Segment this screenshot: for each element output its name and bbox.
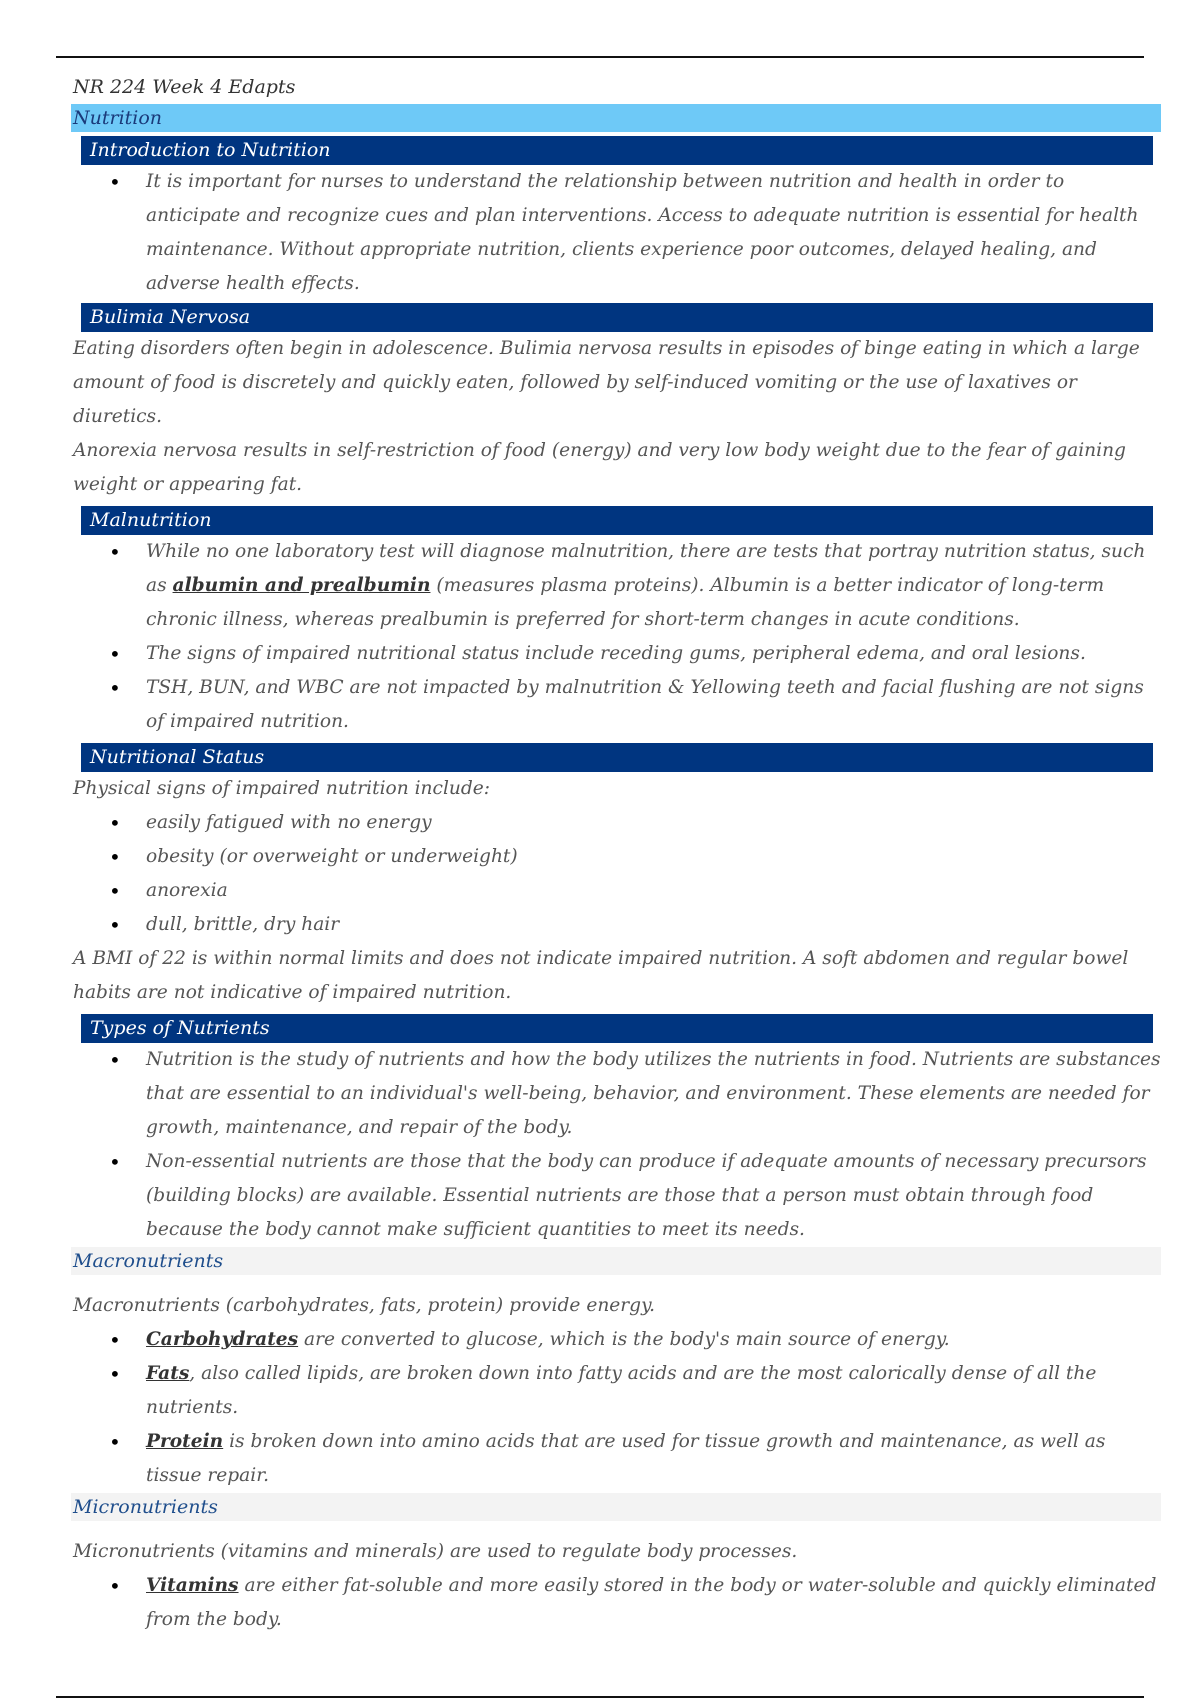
protein-term: Protein bbox=[146, 1431, 224, 1452]
status-item: anorexia bbox=[146, 880, 228, 901]
list-item bbox=[73, 637, 1161, 671]
bullet-icon: • bbox=[109, 1574, 121, 1598]
list-item bbox=[73, 1357, 1161, 1425]
fats-text: , also called lipids, are broken down into fatty acids and are the most calorically dense of all the nutrients. bbox=[146, 1363, 1097, 1418]
heading-macronutrients: Macronutrients bbox=[71, 1247, 1161, 1275]
spacer bbox=[73, 1521, 1161, 1535]
list-item bbox=[73, 1043, 1161, 1145]
vitamins-term: Vitamins bbox=[146, 1575, 239, 1596]
status-item: dull, brittle, dry hair bbox=[146, 914, 340, 935]
bullet-icon: • bbox=[109, 1048, 121, 1072]
heading-nutritional-status: Nutritional Status bbox=[81, 743, 1153, 772]
list-item bbox=[73, 165, 1161, 301]
carbohydrates-text: are converted to glucose, which is the body's main source of energy. bbox=[298, 1329, 950, 1350]
heading-introduction: Introduction to Nutrition bbox=[81, 136, 1153, 165]
intro-list bbox=[73, 165, 1161, 301]
list-item bbox=[73, 806, 1161, 840]
bullet-icon: • bbox=[109, 845, 121, 869]
list-item bbox=[73, 671, 1161, 739]
list-item bbox=[73, 535, 1161, 637]
list-item bbox=[73, 874, 1161, 908]
bullet-icon: • bbox=[109, 913, 121, 937]
malnutrition-bullet-3: TSH, BUN, and WBC are not impacted by malnutrition & Yellowing teeth and facial flushing are not signs of impaired nutrition. bbox=[146, 677, 1144, 732]
status-list bbox=[73, 806, 1161, 942]
status-intro: Physical signs of impaired nutrition include: bbox=[73, 778, 491, 799]
protein-text: is broken down into amino acids that are used for tissue growth and maintenance, as well as tissue repair. bbox=[146, 1431, 1106, 1486]
heading-micronutrients: Micronutrients bbox=[71, 1493, 1161, 1521]
bullet-icon: • bbox=[109, 1362, 121, 1386]
top-rule bbox=[56, 56, 1144, 58]
bullet-icon: • bbox=[109, 1150, 121, 1174]
anorexia-paragraph: Anorexia nervosa results in self-restriction of food (energy) and very low body weight due to the fear of gaining weight or appearing fat. bbox=[73, 440, 1126, 495]
carbohydrates-term: Carbohydrates bbox=[146, 1329, 299, 1350]
bullet-icon: • bbox=[109, 540, 121, 564]
status-item: obesity (or overweight or underweight) bbox=[146, 846, 518, 867]
intro-bullet-text: It is important for nurses to understand the relationship between nutrition and health in order to anticipate and recognize cues and plan interventions. Access to adequate nutrition is essential for health maintenance. Without appropriate nutrition, clients experience poor outcomes, delayed healing, and adverse health effects. bbox=[146, 171, 1139, 294]
bulimia-paragraph: Eating disorders often begin in adolescence. Bulimia nervosa results in episodes of binge eating in which a large amount of food is discretely and quickly eaten, followed by self-induced vomiting or the use of laxatives or diuretics. bbox=[73, 338, 1140, 427]
bullet-icon: • bbox=[109, 1430, 121, 1454]
heading-bulimia-nervosa: Bulimia Nervosa bbox=[81, 303, 1153, 332]
section-band-nutrition: Nutrition bbox=[71, 104, 1161, 132]
bullet-icon: • bbox=[109, 642, 121, 666]
document-title: NR 224 Week 4 Edapts bbox=[73, 76, 296, 98]
status-item: easily fatigued with no energy bbox=[146, 812, 432, 833]
bmi-paragraph: A BMI of 22 is within normal limits and does not indicate impaired nutrition. A soft abdomen and regular bowel habits are not indicative of impaired nutrition. bbox=[73, 948, 1129, 1003]
albumin-emphasis: albumin and prealbumin bbox=[172, 575, 431, 596]
list-item bbox=[73, 1425, 1161, 1493]
types-bullet-2: Non-essential nutrients are those that the body can produce if adequate amounts of necessary precursors (building blocks) are available. Essential nutrients are those that a person must obtain through food because the body cannot make sufficient quantities to meet its needs. bbox=[146, 1151, 1147, 1240]
bullet-icon: • bbox=[109, 170, 121, 194]
micro-intro: Micronutrients (vitamins and minerals) are used to regulate body processes. bbox=[73, 1541, 798, 1562]
document-body bbox=[73, 70, 1161, 1637]
malnutrition-list bbox=[73, 535, 1161, 739]
macro-intro: Macronutrients (carbohydrates, fats, protein) provide energy. bbox=[73, 1295, 656, 1316]
list-item bbox=[73, 1145, 1161, 1247]
list-item bbox=[73, 1323, 1161, 1357]
malnutrition-bullet-2: The signs of impaired nutritional status include receding gums, peripheral edema, and oral lesions. bbox=[146, 643, 1086, 664]
heading-types-of-nutrients: Types of Nutrients bbox=[81, 1014, 1153, 1043]
fats-term: Fats bbox=[146, 1363, 190, 1384]
list-item bbox=[73, 908, 1161, 942]
types-list bbox=[73, 1043, 1161, 1247]
heading-malnutrition: Malnutrition bbox=[81, 506, 1153, 535]
bottom-rule bbox=[56, 1696, 1144, 1698]
micro-list bbox=[73, 1569, 1161, 1637]
list-item bbox=[73, 840, 1161, 874]
spacer bbox=[73, 1275, 1161, 1289]
malnutrition-bullet-post: (measures plasma proteins). Albumin is a better indicator of long-term chronic illness, whereas prealbumin is preferred for short-term changes in acute conditions. bbox=[146, 575, 1105, 630]
list-item bbox=[73, 1569, 1161, 1637]
bullet-icon: • bbox=[109, 1328, 121, 1352]
vitamins-text: are either fat-soluble and more easily stored in the body or water-soluble and quickly eliminated from the body. bbox=[146, 1575, 1157, 1630]
bullet-icon: • bbox=[109, 676, 121, 700]
bullet-icon: • bbox=[109, 879, 121, 903]
malnutrition-bullet-pre: While no one laboratory test will diagnose malnutrition, there are tests that portray nutrition status, such as bbox=[146, 541, 1146, 596]
types-bullet-1: Nutrition is the study of nutrients and how the body utilizes the nutrients in food. Nutrients are substances that are essential to an individual's well-being, behavior, and environment. These elements are needed for growth, maintenance, and repair of the body. bbox=[146, 1049, 1161, 1138]
bullet-icon: • bbox=[109, 811, 121, 835]
macro-list bbox=[73, 1323, 1161, 1493]
